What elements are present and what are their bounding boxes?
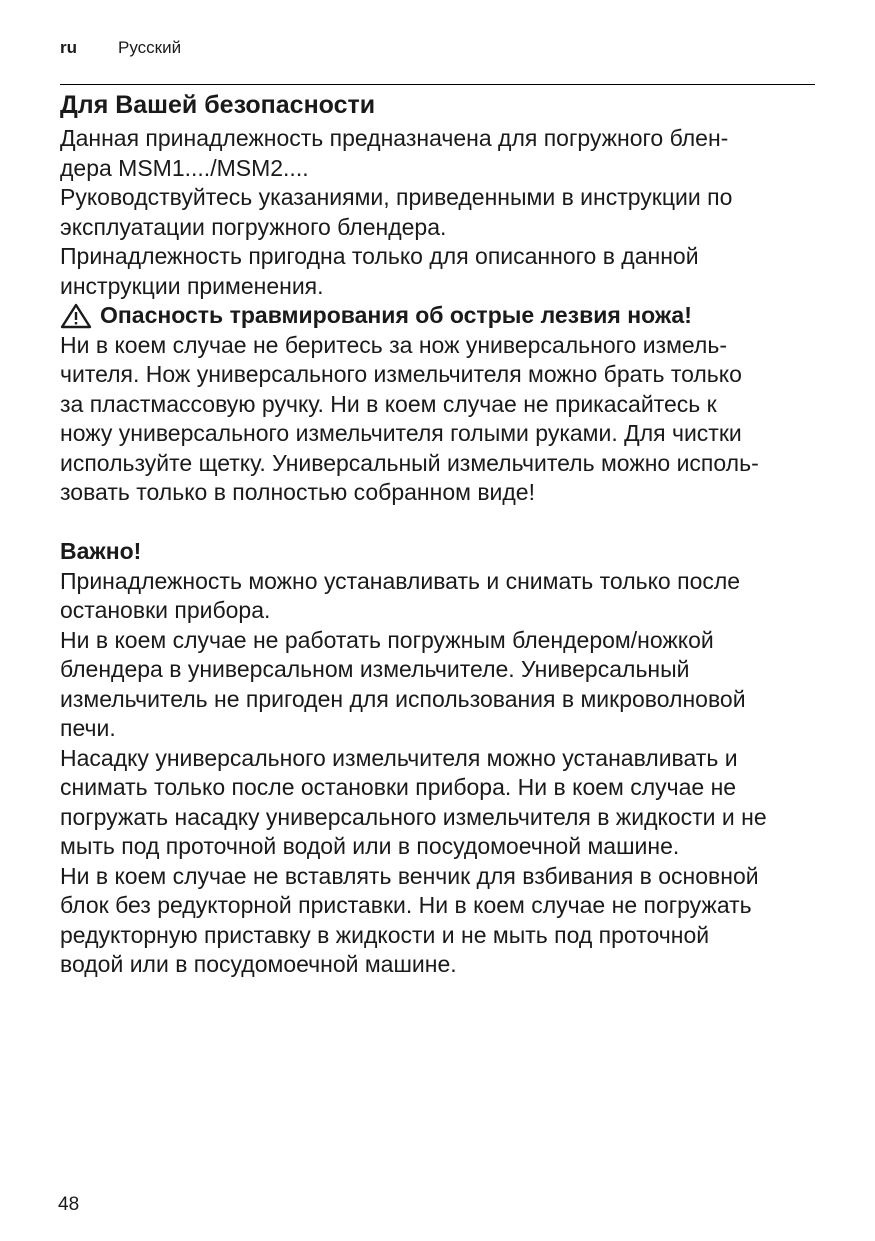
text-line: измельчитель не пригоден для использования в микроволновой	[60, 685, 746, 712]
text-line: дера MSM1..../MSM2....	[60, 154, 309, 181]
text-line: мыть под проточной водой или в посудомоечной машине.	[60, 833, 680, 859]
text-line: Ни в коем случае не работать погружным блендером/ножкой	[60, 626, 714, 653]
text-line: Насадку универсального измельчителя можно устанавливать и	[60, 744, 738, 771]
text-line: за пластмассовую ручку. Ни в коем случае не прикасайтесь к	[60, 390, 717, 417]
text-line: остановки прибора.	[60, 597, 271, 623]
page-header	[60, 38, 181, 58]
paragraph-spacer	[60, 508, 830, 538]
text-line: Ни в коем случае не беритесь за нож универсального измель-	[60, 331, 727, 358]
warning-heading: Опасность травмирования об острые лезвия ножа!	[100, 302, 692, 328]
section-title: Для Вашей безопасности	[60, 91, 376, 119]
warning-triangle-icon	[60, 303, 92, 329]
text-line: Ни в коем случае не вставлять венчик для взбивания в основной	[60, 862, 759, 889]
text-line: печи.	[60, 715, 116, 741]
text-line: чителя. Нож универсального измельчителя можно брать только	[60, 361, 742, 387]
text-line: погружать насадку универсального измельчителя в жидкости и не	[60, 803, 767, 830]
page-number: 48	[58, 1194, 80, 1215]
text-line: Руководствуйтесь указаниями, приведенными в инструкции по	[60, 184, 733, 210]
language-code: ru	[60, 38, 77, 57]
warning-heading-row	[60, 301, 830, 331]
important-block	[60, 537, 830, 980]
text-line: ножу универсального измельчителя голыми руками. Для чистки	[60, 420, 742, 446]
text-line: блендера в универсальном измельчителе. Универсальный	[60, 656, 690, 682]
warning-block	[60, 301, 830, 508]
text-line: инструкции применения.	[60, 272, 324, 299]
language-name: Русский	[118, 38, 182, 57]
text-line: Принадлежность можно устанавливать и снимать только после	[60, 567, 741, 594]
important-heading: Важно!	[60, 538, 142, 564]
main-content	[60, 89, 830, 980]
intro-paragraph	[60, 124, 830, 301]
text-line: редукторную приставку в жидкости и не мыть под проточной	[60, 921, 710, 948]
text-line: Данная принадлежность предназначена для погружного блен-	[60, 125, 729, 151]
text-line: используйте щетку. Универсальный измельчитель можно исполь-	[60, 449, 759, 476]
text-line: эксплуатации погружного блендера.	[60, 213, 447, 240]
text-line: блок без редукторной приставки. Ни в коем случае не погружать	[60, 892, 752, 918]
text-line: Принадлежность пригодна только для описанного в данной	[60, 243, 699, 269]
text-line: снимать только после остановки прибора. Ни в коем случае не	[60, 774, 737, 800]
header-divider	[60, 84, 815, 85]
text-line: водой или в посудомоечной машине.	[60, 951, 457, 977]
text-line: зовать только в полностью собранном виде!	[60, 479, 535, 505]
